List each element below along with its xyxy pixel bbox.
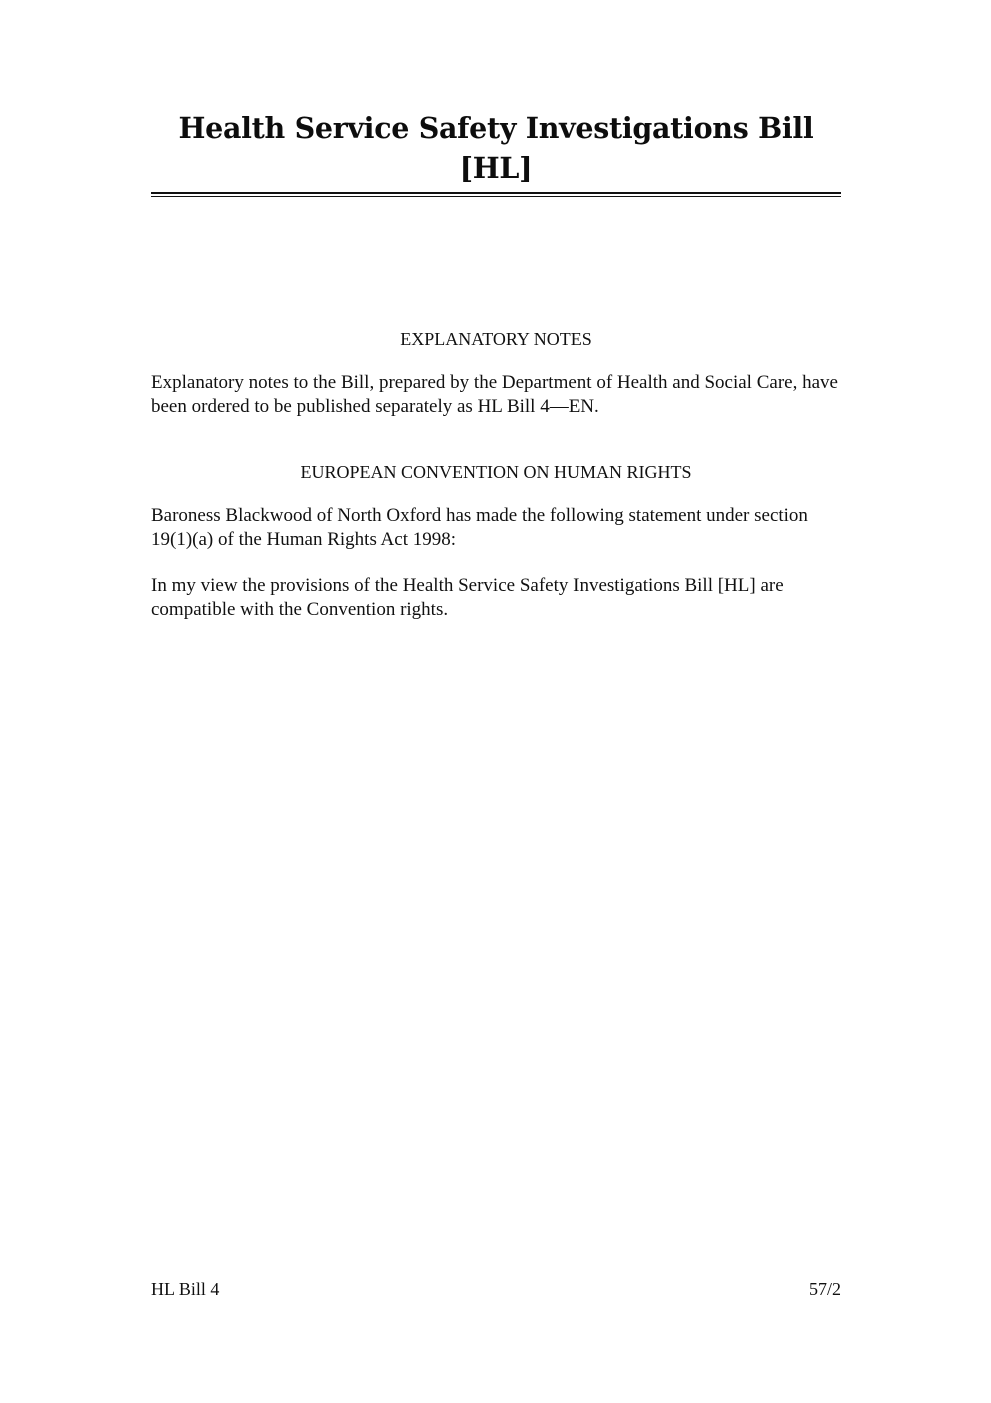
echr-statement: In my view the provisions of the Health Service Safety Investigations Bill [HL] are compatible with the Convention rights.: [151, 575, 784, 620]
bill-title: Health Service Safety Investigations Bill [HL]: [178, 111, 814, 185]
footer-session-ref: 57/2: [808, 1279, 841, 1299]
echr-statement-intro: Baroness Blackwood of North Oxford has made the following statement under section 19(1)(a) of the Human Rights Act 1998:: [151, 505, 808, 550]
echr-heading: EUROPEAN CONVENTION ON HUMAN RIGHTS: [300, 462, 692, 482]
explanatory-notes-text: Explanatory notes to the Bill, prepared by the Department of Health and Social Care, have been ordered to be published separately as HL Bill 4—EN.: [151, 372, 838, 417]
footer-bill-number: HL Bill 4: [151, 1279, 220, 1299]
explanatory-notes-section: [151, 327, 841, 419]
title-block: [151, 108, 841, 197]
explanatory-notes-heading: EXPLANATORY NOTES: [400, 329, 592, 349]
title-rule-thin: [151, 196, 841, 197]
echr-section: [151, 460, 841, 622]
title-rule-thick: [151, 192, 841, 194]
